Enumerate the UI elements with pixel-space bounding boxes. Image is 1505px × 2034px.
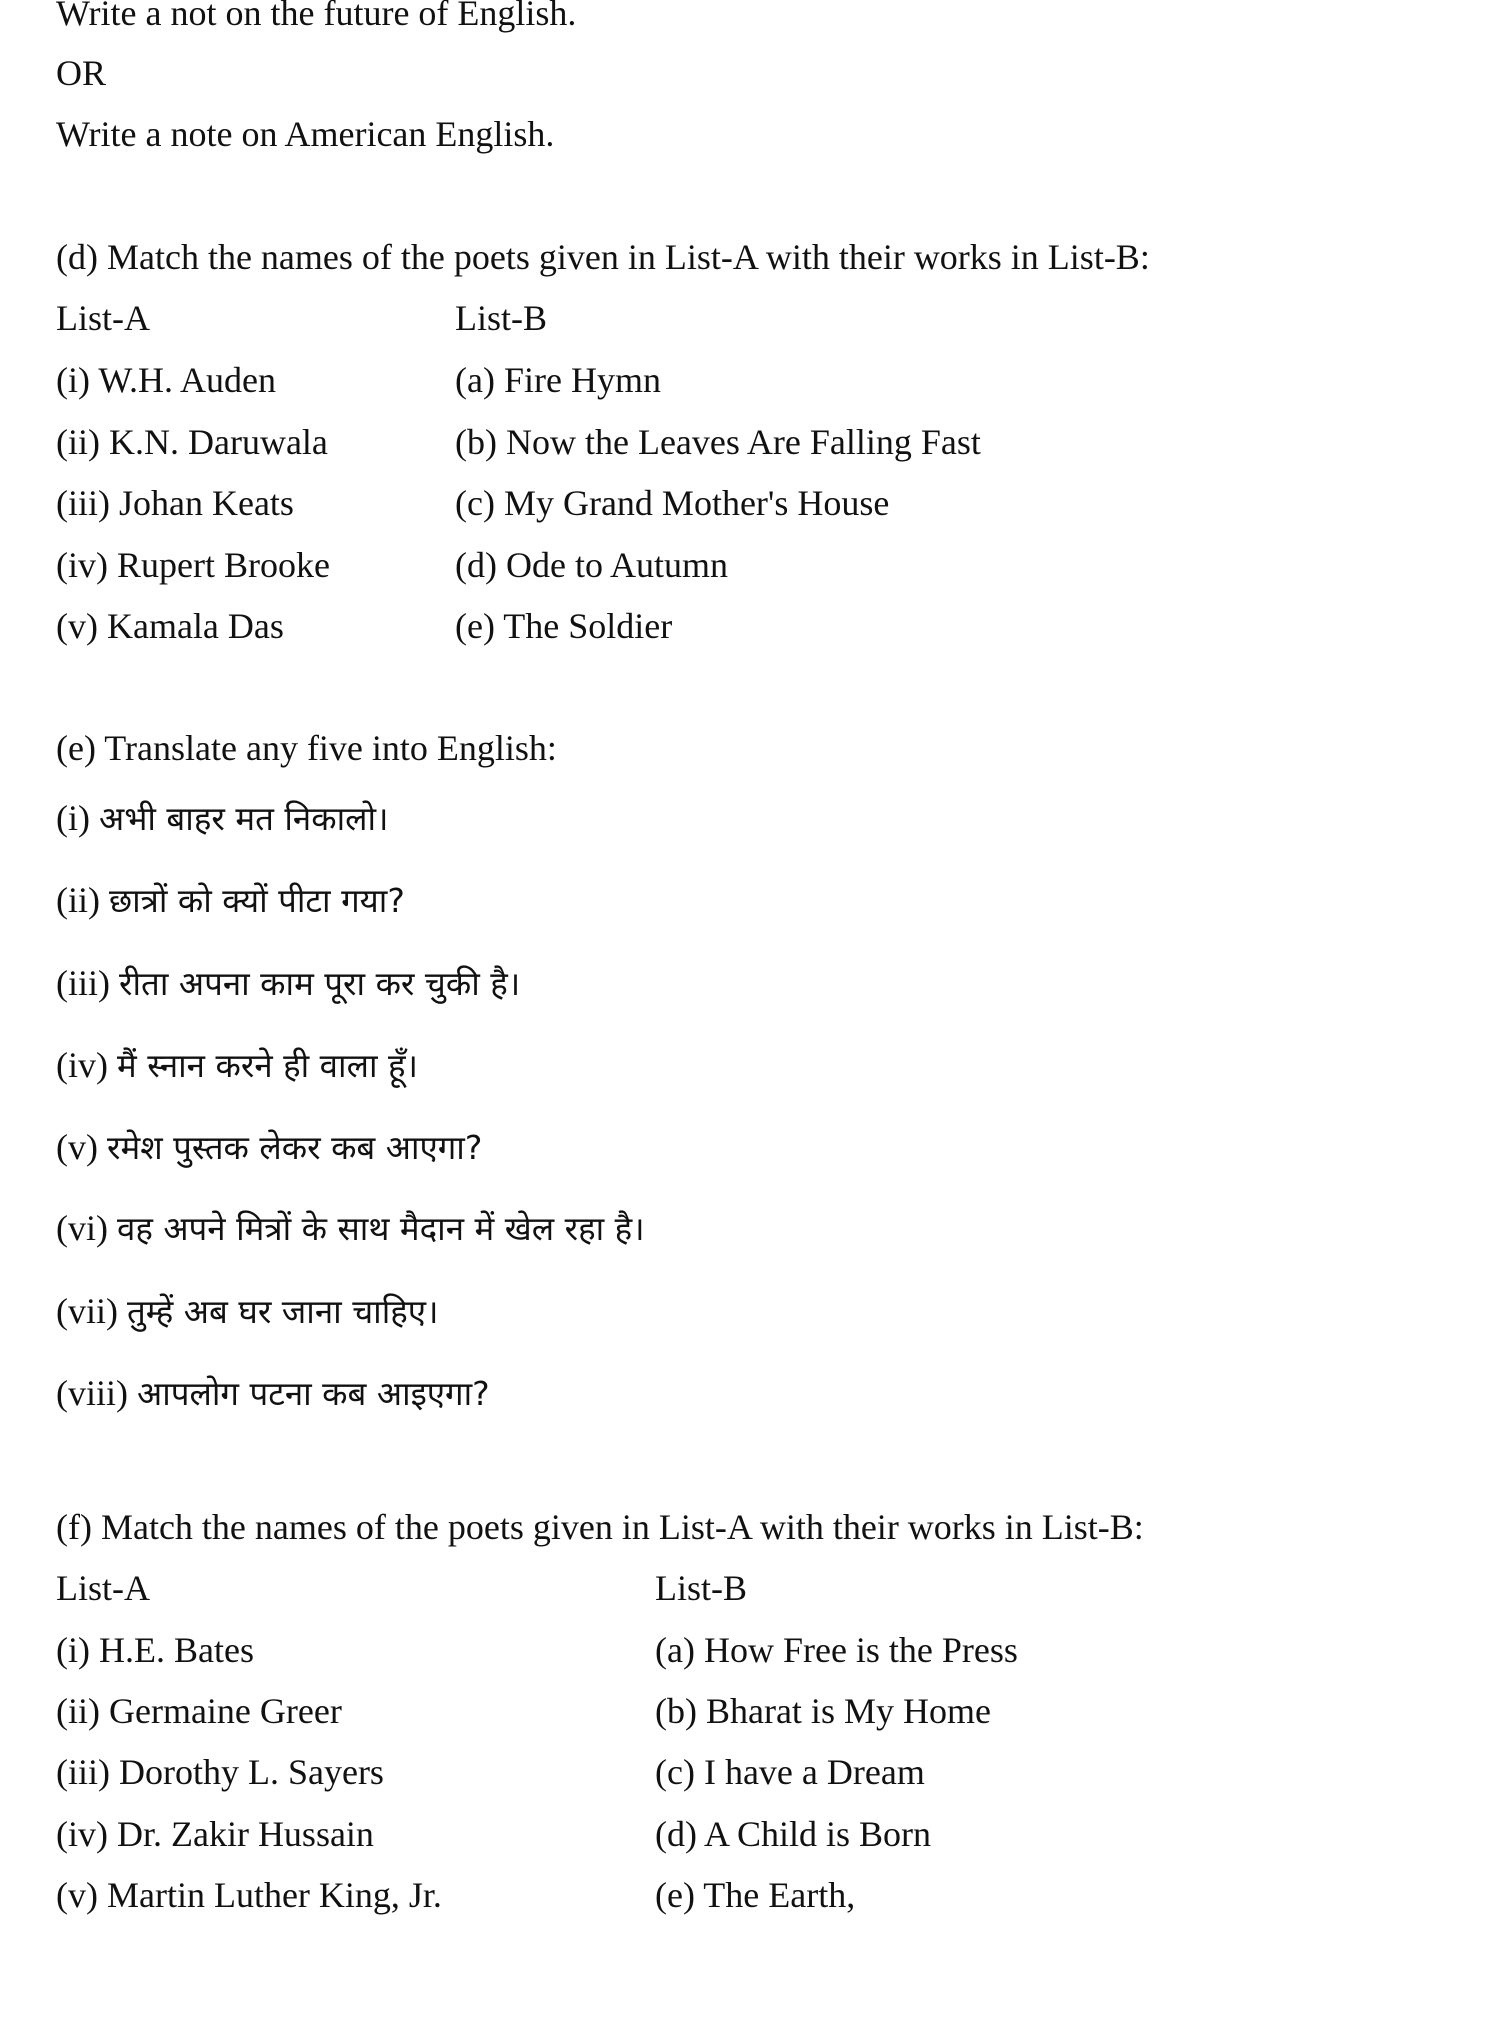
- translation-item: [56, 1125, 482, 1170]
- list-b-item: (b) Bharat is My Home: [655, 1691, 991, 1731]
- list-b-header: List-B: [655, 1568, 748, 1608]
- item-number: (vi): [56, 1208, 108, 1248]
- list-a-item: (i) H.E. Bates: [56, 1630, 254, 1670]
- hindi-sentence: वह अपने मित्रों के साथ मैदान में खेल रहा है।: [116, 1209, 645, 1248]
- hindi-sentence: आपलोग पटना कब आइएगा?: [136, 1374, 490, 1413]
- question-f-prompt: (f) Match the names of the poets given in List-A with their works in List-B:: [56, 1507, 1144, 1547]
- hindi-sentence: अभी बाहर मत निकालो।: [98, 799, 389, 838]
- list-b-item: (e) The Earth,: [655, 1875, 856, 1915]
- item-number: (vii): [56, 1291, 118, 1331]
- item-number: (ii): [56, 880, 100, 920]
- list-b-item: (c) I have a Dream: [655, 1752, 925, 1792]
- list-b-header: List-B: [455, 298, 548, 338]
- list-a-item: (v) Kamala Das: [56, 606, 284, 646]
- list-b-item: (e) The Soldier: [455, 606, 673, 646]
- list-a-item: (ii) K.N. Daruwala: [56, 422, 328, 462]
- list-b-item: (a) Fire Hymn: [455, 360, 661, 400]
- list-a-item: (iv) Rupert Brooke: [56, 545, 330, 585]
- list-a-header: List-A: [56, 1568, 150, 1608]
- item-number: (v): [56, 1127, 98, 1167]
- hindi-sentence: छात्रों को क्यों पीटा गया?: [108, 881, 405, 920]
- translation-item: [56, 961, 520, 1006]
- item-number: (iv): [56, 1045, 108, 1085]
- item-number: (viii): [56, 1373, 128, 1413]
- list-b-item: (c) My Grand Mother's House: [455, 483, 890, 523]
- list-a-item: (i) W.H. Auden: [56, 360, 276, 400]
- hindi-sentence: रीता अपना काम पूरा कर चुकी है।: [118, 964, 521, 1003]
- list-a-item: (iii) Dorothy L. Sayers: [56, 1752, 384, 1792]
- hindi-sentence: तुम्हें अब घर जाना चाहिए।: [126, 1292, 439, 1331]
- list-a-item: (ii) Germaine Greer: [56, 1691, 342, 1731]
- question-e-prompt: (e) Translate any five into English:: [56, 728, 557, 768]
- translation-item: [56, 796, 389, 841]
- intro-line-1: Write a not on the future of English.: [56, 0, 577, 33]
- list-a-item: (v) Martin Luther King, Jr.: [56, 1875, 442, 1915]
- hindi-sentence: मैं स्नान करने ही वाला हूँ।: [116, 1046, 419, 1085]
- or-label: OR: [56, 53, 107, 93]
- question-d-prompt: (d) Match the names of the poets given in List-A with their works in List-B:: [56, 237, 1150, 277]
- translation-item: [56, 1043, 418, 1088]
- list-b-item: (b) Now the Leaves Are Falling Fast: [455, 422, 981, 462]
- item-number: (iii): [56, 963, 110, 1003]
- translation-item: [56, 1206, 645, 1251]
- list-a-header: List-A: [56, 298, 150, 338]
- list-b-item: (d) A Child is Born: [655, 1814, 932, 1854]
- item-number: (i): [56, 798, 90, 838]
- translation-item: [56, 1289, 439, 1334]
- list-a-item: (iii) Johan Keats: [56, 483, 294, 523]
- list-a-item: (iv) Dr. Zakir Hussain: [56, 1814, 374, 1854]
- hindi-sentence: रमेश पुस्तक लेकर कब आएगा?: [106, 1128, 483, 1167]
- list-b-item: (d) Ode to Autumn: [455, 545, 728, 585]
- translation-item: [56, 878, 405, 923]
- translation-item: [56, 1371, 490, 1416]
- intro-line-2: Write a note on American English.: [56, 114, 555, 154]
- list-b-item: (a) How Free is the Press: [655, 1630, 1018, 1670]
